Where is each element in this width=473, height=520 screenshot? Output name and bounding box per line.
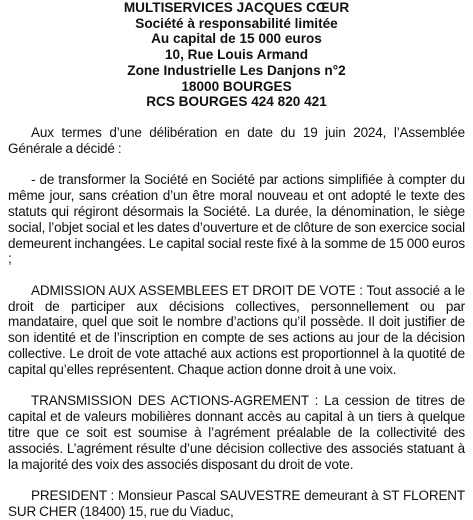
notice-body xyxy=(8,125,465,520)
company-name: MULTISERVICES JACQUES CŒUR xyxy=(123,0,350,15)
president-paragraph: PRESIDENT : Monsieur Pascal SAUVESTRE demeurant à ST FLORENT SUR CHER (18400) 15, rue du Viaduc, xyxy=(8,488,465,520)
legal-form: Société à responsabilité limitée xyxy=(135,15,338,31)
address-city: 18000 BOURGES xyxy=(181,78,292,94)
transmission-paragraph: TRANSMISSION DES ACTIONS-AGREMENT : La cession de titres de capital et de valeurs mobilières donnant accès au capital à un tiers à quelque titre que ce soit est soumise à l’agrément préalable de la collectivité des associés. L’agrément résulte d’une décision collective des associés statuant à la majorité des voix des associés disposant du droit de vote. xyxy=(8,393,465,472)
transformation-paragraph: - de transformer la Société en Société par actions simplifiée à compter du même jour, sans création d’un être moral nouveau et ont adopté le texte des statuts qui régiront désormais la Société. La durée, la dénomination, le siège social, l’objet social et les dates d’ouverture et de clôture de son exercice social demeurent inchangées. Le capital social reste fixé à la somme de 15 000 euros ; xyxy=(8,172,465,267)
company-header xyxy=(8,0,465,110)
rcs-number: RCS BOURGES 424 820 421 xyxy=(146,94,327,110)
address-street: 10, Rue Louis Armand xyxy=(164,47,308,63)
address-zone: Zone Industrielle Les Danjons n°2 xyxy=(127,62,346,78)
share-capital: Au capital de 15 000 euros xyxy=(151,31,322,47)
admission-paragraph: ADMISSION AUX ASSEMBLEES ET DROIT DE VOTE : Tout associé a le droit de participer aux décisions collectives, personnellement ou par mandataire, quel que soit le nombre d’actions qu’il possède. Il doit justifier de son identité et de l’inscription en compte de ses actions au jour de la décision collective. Le droit de vote attaché aux actions est proportionnel à la quotité de capital qu’elles représentent. Chaque action donne droit à une voix. xyxy=(8,282,465,377)
intro-paragraph: Aux termes d’une délibération en date du 19 juin 2024, l’Assemblée Générale a décidé : xyxy=(8,124,465,156)
